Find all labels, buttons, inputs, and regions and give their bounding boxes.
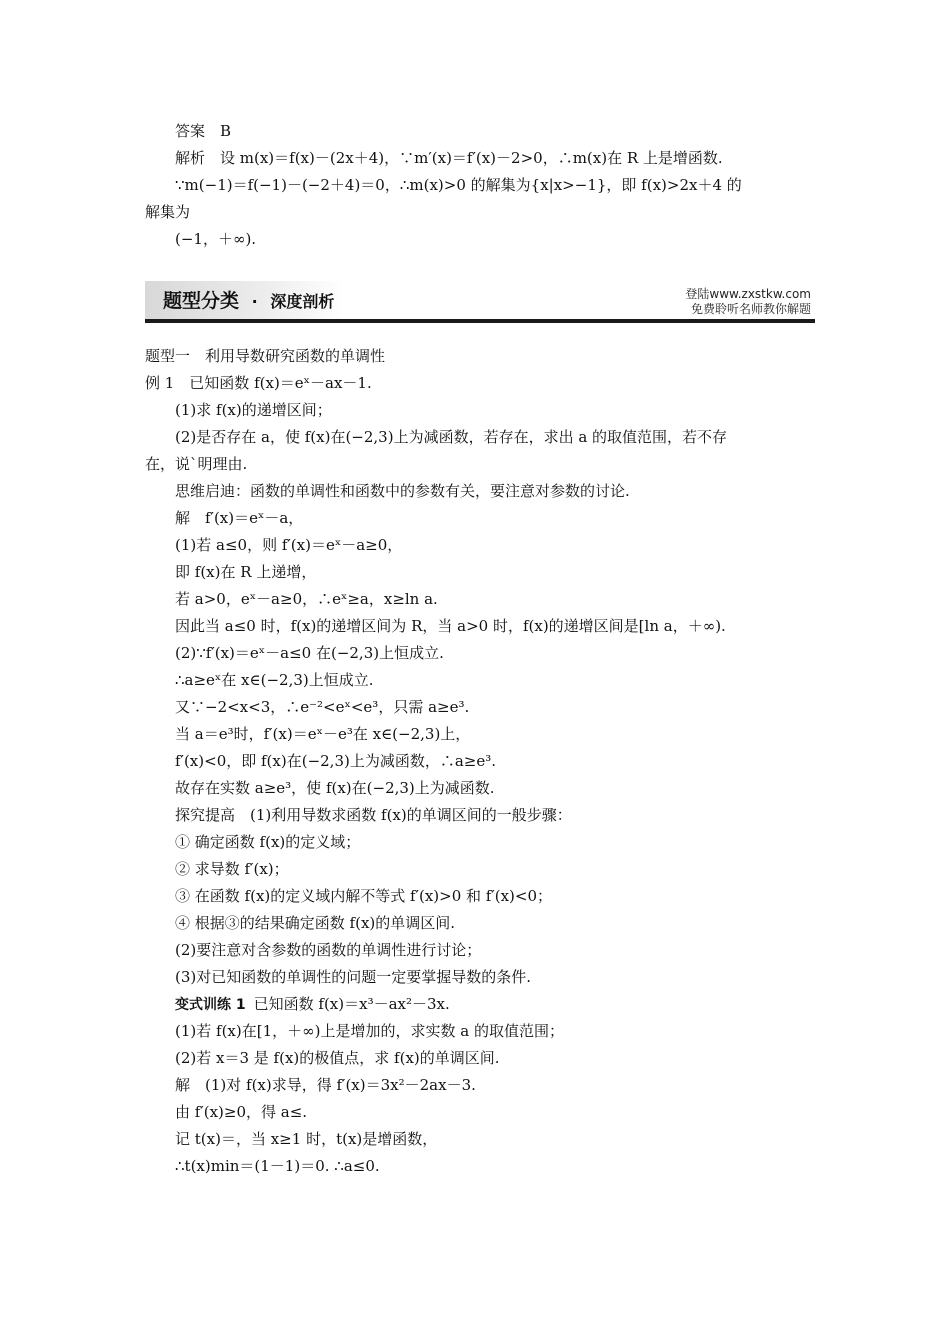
variant-solution-1: 解 (1)对 f(x)求导，得 f′(x)＝3x²－2ax－3. — [175, 1076, 476, 1094]
insight-step-2: ② 求导数 f′(x)； — [175, 860, 289, 878]
insight-heading: 探究提高 (1)利用导数求函数 f(x)的单调区间的一般步骤： — [175, 806, 572, 824]
example-1-part-2b: 在，说`明理由. — [145, 455, 248, 473]
solution-line-6: (2)∵f′(x)＝eˣ－a≤0 在(−2,3)上恒成立. — [175, 644, 444, 662]
banner-rule — [145, 319, 815, 323]
variant-text: 已知函数 f(x)＝x³－ax²－3x. — [253, 995, 450, 1013]
solution-line-8: 又∵−2<x<3，∴e⁻²<eˣ<e³，只需 a≥e³. — [175, 698, 470, 716]
example-1-part-1: (1)求 f(x)的递增区间； — [175, 401, 332, 419]
variant-part-2: (2)若 x＝3 是 f(x)的极值点，求 f(x)的单调区间. — [175, 1049, 500, 1067]
solution-line-5: 因此当 a≤0 时，f(x)的递增区间为 R，当 a>0 时，f(x)的递增区间是[ln a，＋∞). — [175, 617, 726, 635]
site-slogan: 免费聆听名师教你解题 — [690, 302, 811, 316]
variant-part-1: (1)若 f(x)在[1，＋∞)上是增加的，求实数 a 的取值范围； — [175, 1022, 564, 1040]
example-1-statement: 例 1 已知函数 f(x)＝eˣ－ax－1. — [145, 374, 372, 392]
solution-line-9: 当 a＝e³时，f′(x)＝eˣ－e³在 x∈(−2,3)上， — [175, 725, 471, 743]
banner-title-main: 题型分类 — [163, 290, 240, 312]
solution-line-2: (1)若 a≤0，则 f′(x)＝eˣ－a≥0， — [175, 536, 403, 554]
analysis-line-3: (−1，＋∞). — [175, 230, 257, 248]
banner-subtitle: 深度剖析 — [270, 292, 335, 311]
variant-solution-4: ∴t(x)min＝(1－1)＝0. ∴a≤0. — [175, 1157, 380, 1175]
solution-line-7: ∴a≥eˣ在 x∈(−2,3)上恒成立. — [175, 671, 374, 689]
example-1-part-2a: (2)是否存在 a，使 f(x)在(−2,3)上为减函数，若存在，求出 a 的取值范围，若不存 — [175, 428, 728, 446]
section-banner — [145, 275, 815, 323]
variant-exercise-statement — [145, 991, 815, 1018]
variant-label: 变式训练 1 — [175, 997, 246, 1013]
insight-point-3: (3)对已知函数的单调性的问题一定要掌握导数的条件. — [175, 968, 532, 986]
topic-heading: 题型一 利用导数研究函数的单调性 — [145, 347, 386, 365]
insight-step-3: ③ 在函数 f(x)的定义域内解不等式 f′(x)>0 和 f′(x)<0； — [175, 887, 553, 905]
variant-solution-2: 由 f′(x)≥0，得 a≤. — [175, 1103, 308, 1121]
insight-point-2: (2)要注意对含参数的函数的单调性进行讨论； — [175, 941, 482, 959]
variant-solution-3: 记 t(x)＝，当 x≥1 时，t(x)是增函数， — [175, 1130, 438, 1148]
banner-dot: · — [251, 292, 258, 311]
insight-step-4: ④ 根据③的结果确定函数 f(x)的单调区间. — [175, 914, 456, 932]
thinking-hint: 思维启迪：函数的单调性和函数中的参数有关，要注意对参数的讨论. — [175, 482, 630, 500]
analysis-line-2b: 解集为 — [145, 203, 191, 221]
document-page — [145, 118, 815, 1180]
site-url[interactable]: 登陆www.zxstkw.com — [685, 287, 811, 301]
banner-title — [163, 286, 334, 313]
analysis-line-2a: ∵m(−1)＝f(−1)－(−2＋4)＝0，∴m(x)>0 的解集为{x|x>−1}，即 f(x)>2x＋4 的 — [175, 176, 742, 194]
solution-line-1: 解 f′(x)＝eˣ－a， — [175, 509, 304, 527]
analysis-line-1: 解析 设 m(x)＝f(x)－(2x＋4)，∵m′(x)＝f′(x)－2>0，∴m(x)在 R 上是增函数. — [175, 149, 723, 167]
solution-line-10: f′(x)<0，即 f(x)在(−2,3)上为减函数，∴a≥e³. — [175, 752, 497, 770]
solution-line-11: 故存在实数 a≥e³，使 f(x)在(−2,3)上为减函数. — [175, 779, 495, 797]
site-info — [685, 287, 811, 317]
solution-line-4: 若 a>0，eˣ－a≥0，∴eˣ≥a，x≥ln a. — [175, 590, 438, 608]
insight-step-1: ① 确定函数 f(x)的定义域； — [175, 833, 361, 851]
answer-line: 答案 B — [175, 122, 232, 140]
solution-line-3: 即 f(x)在 R 上递增， — [175, 563, 317, 581]
